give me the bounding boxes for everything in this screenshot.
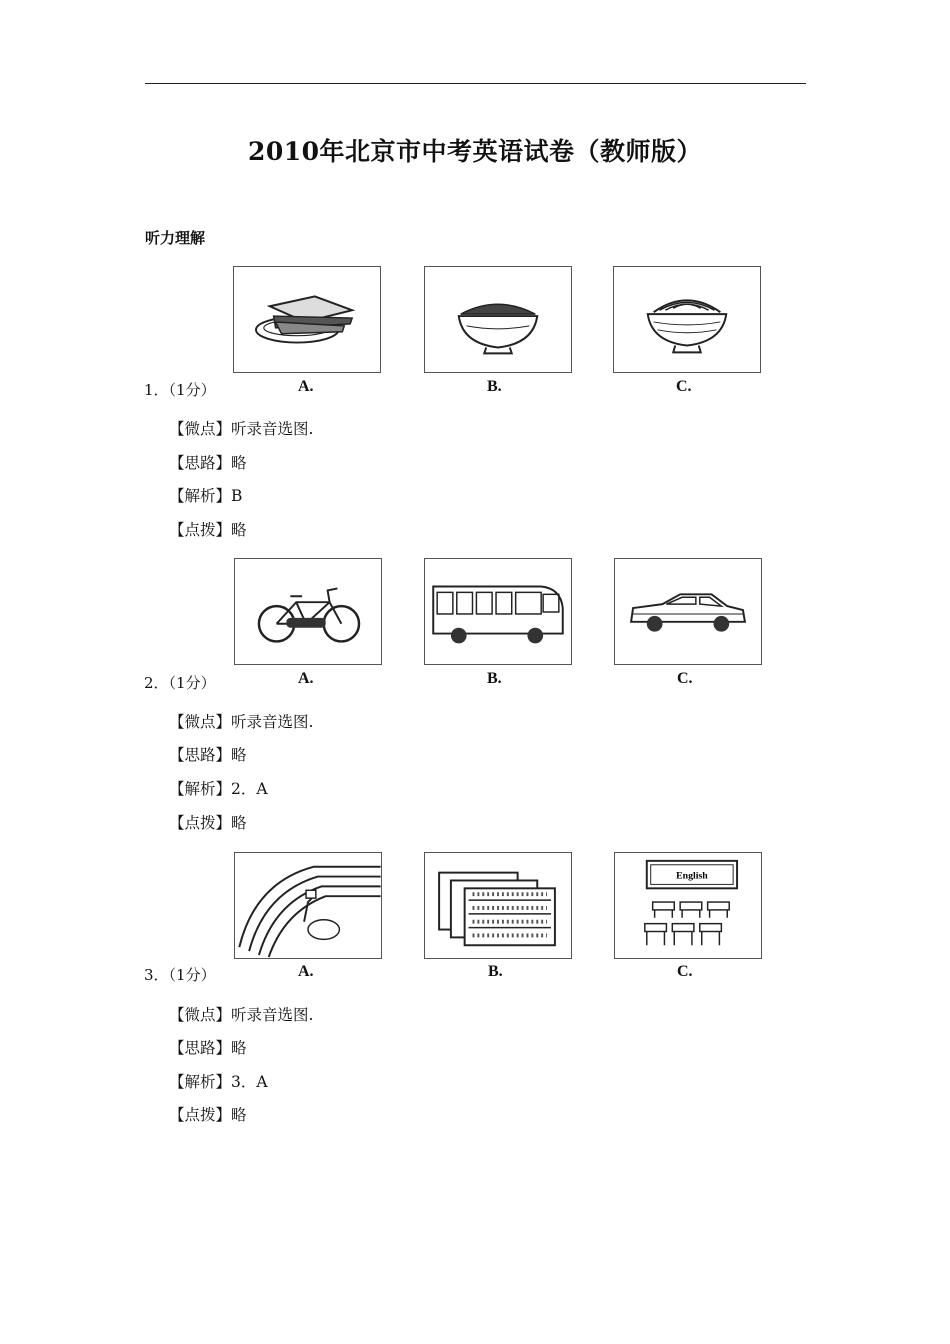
analysis-line: 【解析】2．A	[169, 780, 268, 798]
tip-line: 【点拨】略	[169, 1106, 247, 1124]
option-2b-picture	[424, 558, 572, 665]
bicycle-icon	[235, 559, 381, 664]
rice-bowl-icon	[425, 267, 571, 372]
option-label-a: A.	[298, 670, 314, 687]
option-2a-picture	[234, 558, 382, 665]
option-label-a: A.	[298, 963, 314, 980]
bookshelves-icon	[425, 853, 571, 958]
option-label-a: A.	[298, 378, 314, 395]
question-number: 1．（1分）	[144, 381, 216, 399]
point-line: 【微点】听录音选图.	[169, 713, 314, 731]
classroom-icon	[615, 853, 761, 958]
option-label-c: C.	[677, 670, 693, 687]
approach-line: 【思路】略	[169, 746, 247, 764]
tip-line: 【点拨】略	[169, 521, 247, 539]
approach-line: 【思路】略	[169, 1039, 247, 1057]
option-2c-picture	[614, 558, 762, 665]
point-line: 【微点】听录音选图.	[169, 1006, 314, 1024]
question-number: 3．（1分）	[144, 966, 216, 984]
page-title: 2010年北京市中考英语试卷（教师版）	[247, 137, 703, 166]
noodle-bowl-icon	[614, 267, 760, 372]
header-rule	[145, 83, 806, 84]
option-label-c: C.	[676, 378, 692, 395]
option-3c-picture	[614, 852, 762, 959]
sandwich-icon	[234, 267, 380, 372]
option-1a-picture	[233, 266, 381, 373]
point-line: 【微点】听录音选图.	[169, 420, 314, 438]
bus-icon	[425, 559, 571, 664]
option-3a-picture	[234, 852, 382, 959]
option-1c-picture	[613, 266, 761, 373]
option-label-b: B.	[487, 670, 502, 687]
analysis-line: 【解析】B	[169, 487, 243, 505]
section-heading: 听力理解	[145, 229, 206, 247]
option-label-b: B.	[488, 963, 503, 980]
analysis-line: 【解析】3．A	[169, 1073, 268, 1091]
option-1b-picture	[424, 266, 572, 373]
blackboard-text: English	[676, 870, 708, 882]
option-3b-picture	[424, 852, 572, 959]
tip-line: 【点拨】略	[169, 814, 247, 832]
running-track-icon	[235, 853, 381, 958]
car-icon	[615, 559, 761, 664]
option-label-b: B.	[487, 378, 502, 395]
approach-line: 【思路】略	[169, 454, 247, 472]
option-label-c: C.	[677, 963, 693, 980]
question-number: 2．（1分）	[144, 674, 216, 692]
